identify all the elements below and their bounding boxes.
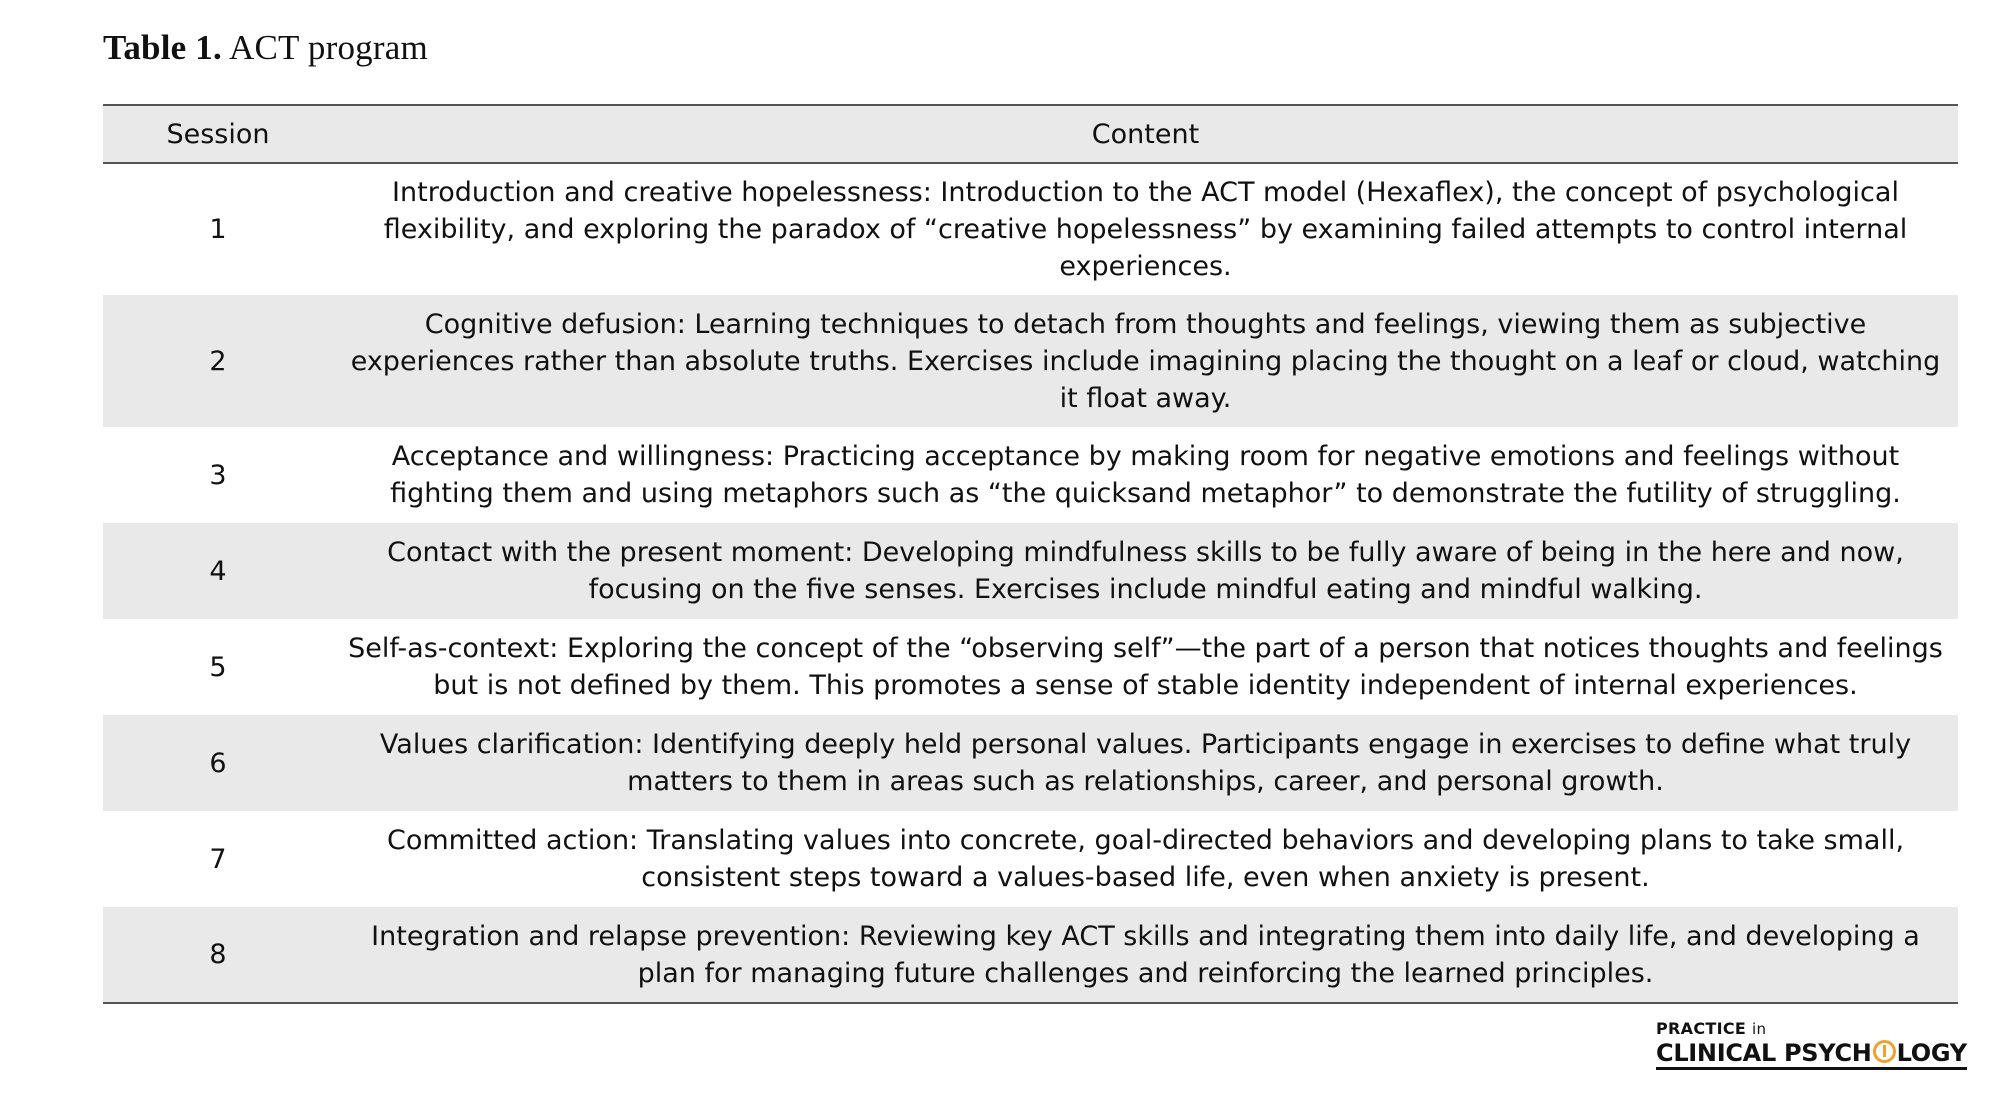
session-content: Integration and relapse prevention: Reviewing key ACT skills and integrating them into daily life, and developing a plan for managing future challenges and reinforcing the learned principles. [333,907,1958,1003]
table-row [103,523,1958,619]
table-caption [103,28,428,68]
session-content: Acceptance and willingness: Practicing acceptance by making room for negative emotions and feelings without fighting them and using metaphors such as “the quicksand metaphor” to demonstrate the futility of struggling. [390,441,1901,509]
logo-clinical-psych-text: CLINICAL PSYCH [1656,1039,1872,1067]
header-content: Content [333,105,1958,163]
logo-logy-text: LOGY [1896,1039,1967,1067]
logo-practice-text: PRACTICE [1656,1019,1747,1038]
session-content: Introduction and creative hopelessness: Introduction to the ACT model (Hexaflex), the concept of psychological flexibility, and exploring the paradox of “creative hopelessness” by examining failed attempts to control internal experiences. [383,177,1908,282]
session-number: 3 [209,459,227,491]
table-row [103,163,1958,295]
header-session: Session [103,105,333,163]
session-content: Committed action: Translating values into concrete, goal-directed behaviors and developing plans to take small, consistent steps toward a values-based life, even when anxiety is present. [386,825,1905,893]
session-number: 5 [209,651,227,683]
table-row [103,811,1958,907]
session-number: 4 [209,555,227,587]
session-content: Contact with the present moment: Developing mindfulness skills to be fully aware of being in the here and now, focusing on the five senses. Exercises include mindful eating and mindful walking. [387,537,1904,605]
table-title: ACT program [229,28,428,67]
session-content: Cognitive defusion: Learning techniques to detach from thoughts and feelings, viewing them as subjective experiences rather than absolute truths. Exercises include imagining placing the thought on a leaf or cloud, watching it float away. [350,308,1941,414]
session-number: 8 [103,907,333,1003]
logo-in-text: in [1752,1020,1767,1038]
session-number: 1 [209,214,227,245]
logo-o-mark-icon [1873,1040,1896,1063]
table-header-row [103,105,1958,163]
table-row [103,295,1958,427]
logo-bottom-line [1656,1038,1967,1070]
table-row [103,427,1958,523]
table-row [103,619,1958,715]
act-program-table [103,104,1958,1004]
session-number: 2 [209,345,227,377]
session-number: 7 [209,843,227,875]
table-label: Table 1. [103,28,222,67]
table-row [103,715,1958,811]
session-content: Values clarification: Identifying deeply held personal values. Participants engage in exercises to define what truly matters to them in areas such as relationships, career, and personal growth. [379,729,1912,797]
logo-top-line [1656,1020,1958,1038]
session-number: 6 [209,747,227,779]
journal-logo [1656,1019,1967,1070]
session-content: Self-as-context: Exploring the concept of the “observing self”—the part of a person that notices thoughts and feelings but is not defined by them. This promotes a sense of stable identity independent of internal experiences. [348,633,1943,701]
table-row [103,907,1958,1003]
